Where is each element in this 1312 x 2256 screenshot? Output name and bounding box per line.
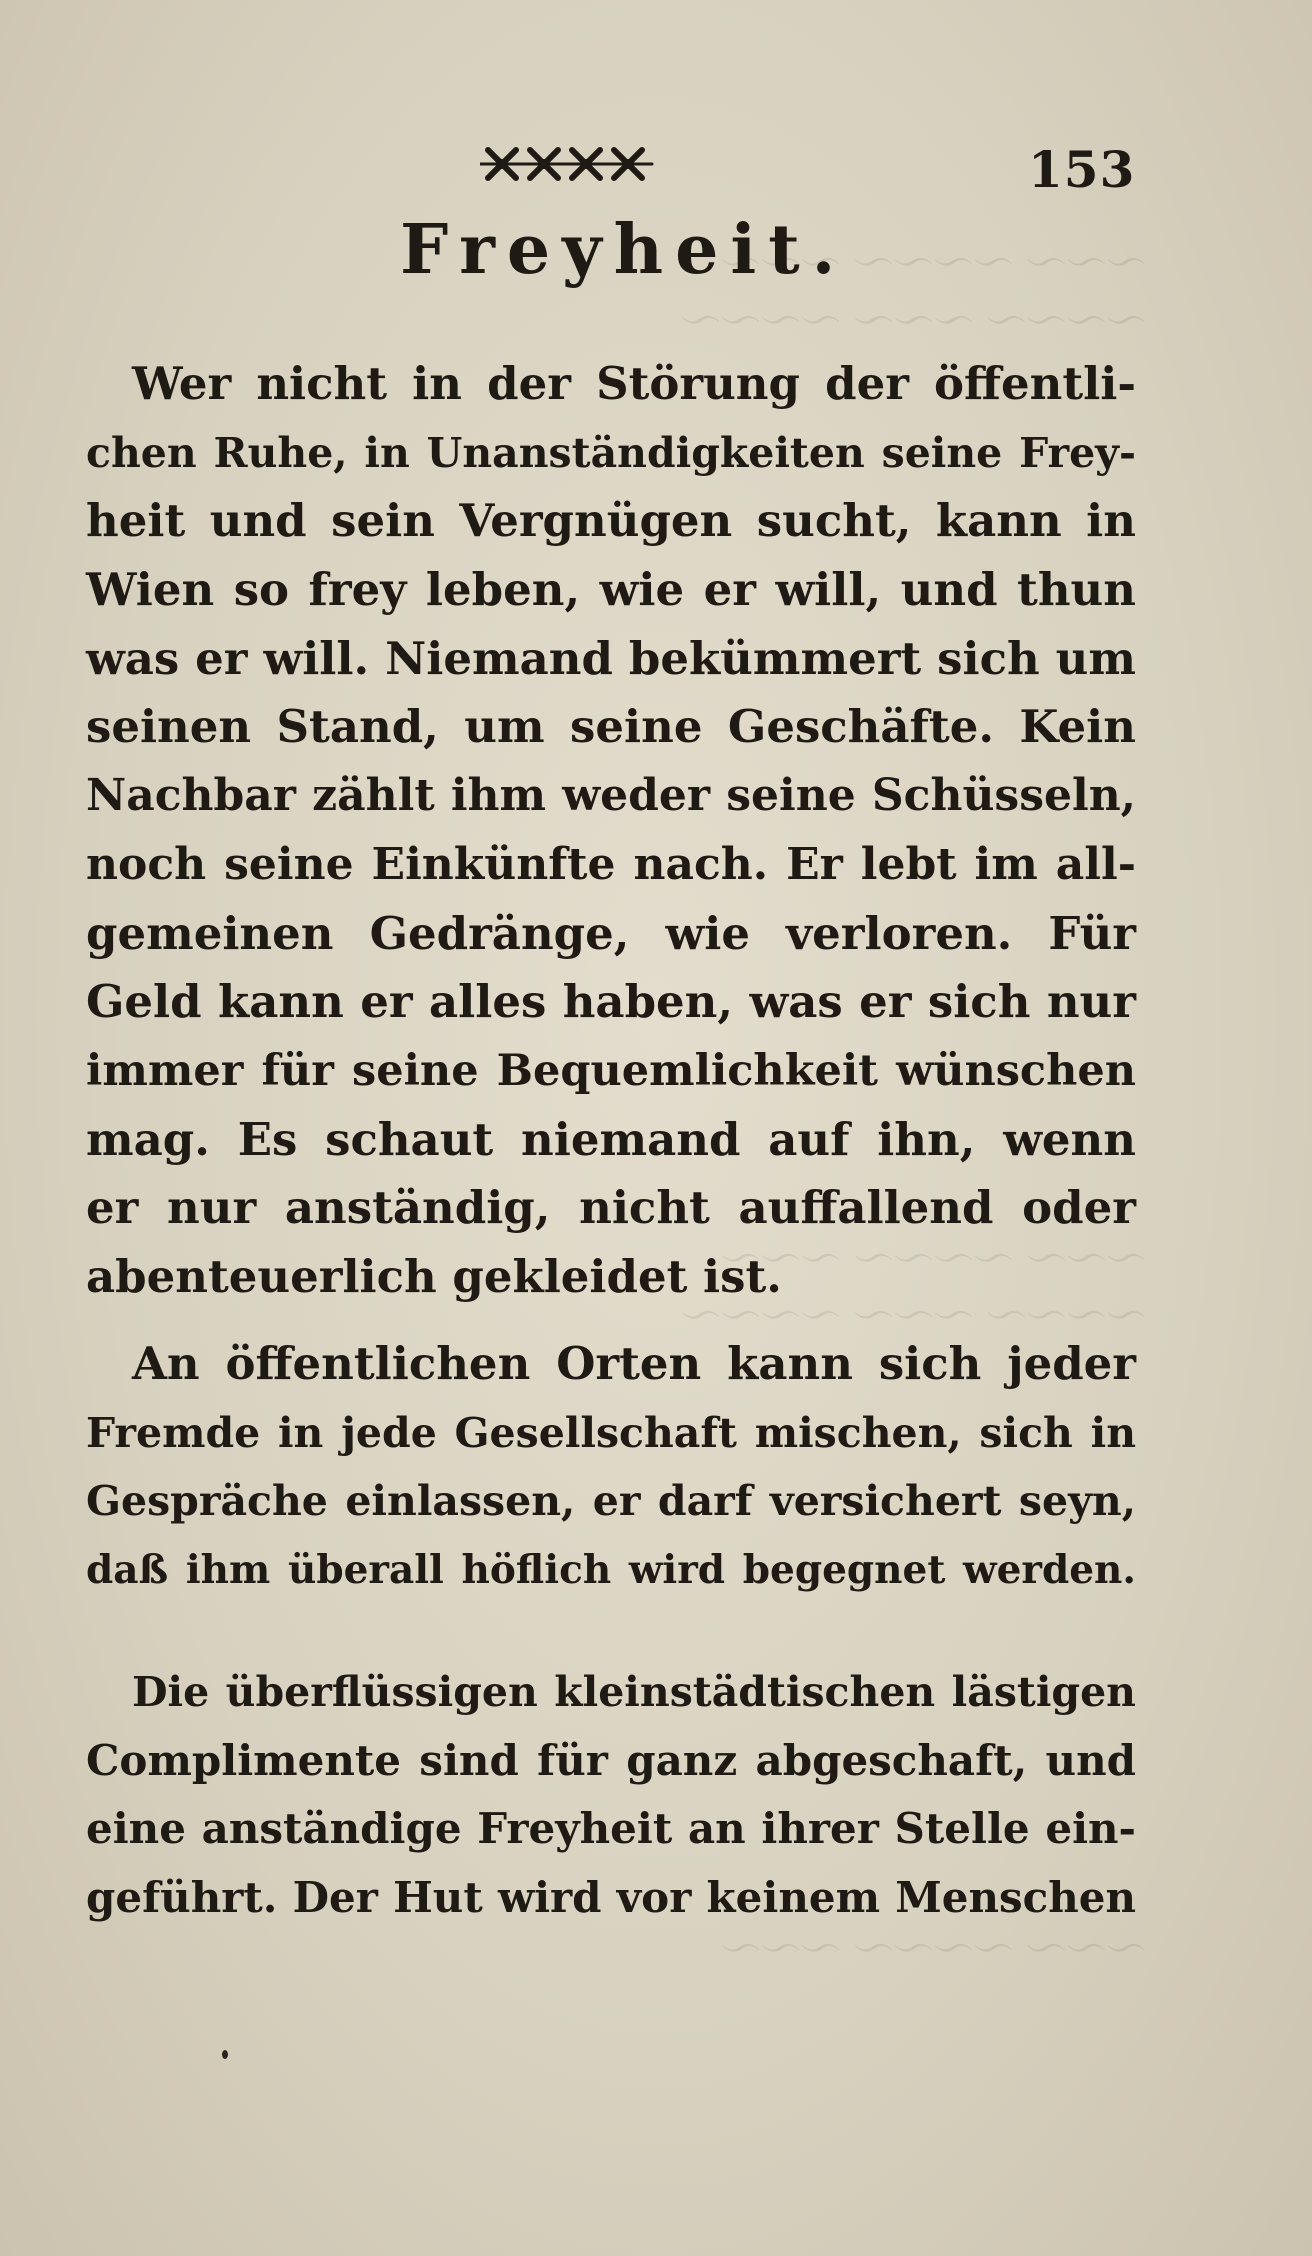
text-line: heit und sein Vergnügen sucht, kann in — [86, 494, 1136, 548]
page-title: Freyheit. — [400, 210, 848, 290]
bleed-through: ～～～ ～～～～ ～～～ — [724, 1237, 1150, 1283]
text-line: gemeinen Gedränge, wie verloren. Für — [86, 906, 1136, 960]
text-line: was er will. Niemand bekümmert sich um — [86, 631, 1136, 685]
page-number: 153 — [1028, 140, 1136, 199]
text-line: Gespräche einlassen, er darf versichert seyn, — [86, 1477, 1136, 1526]
text-line: An öffentlichen Orten kann sich jeder — [132, 1337, 1136, 1390]
text-line: abenteuerlich gekleidet ist. — [86, 1249, 782, 1303]
text-line: seinen Stand, um seine Geschäfte. Kein — [86, 700, 1136, 754]
text-line: Geld kann er alles haben, was er sich nur — [86, 975, 1136, 1029]
text-line: Wien so frey leben, wie er will, und thun — [86, 563, 1136, 617]
text-line: er nur anständig, nicht auffallend oder — [86, 1181, 1136, 1235]
text-line: Wer nicht in der Störung der öffentli- — [132, 357, 1136, 410]
text-line: noch seine Einkünfte nach. Er lebt im all- — [86, 838, 1136, 890]
paragraph-1 — [86, 350, 1136, 1312]
text-line: geführt. Der Hut wird vor keinem Menschen — [86, 1873, 1136, 1923]
cross-ornament-icon — [480, 142, 660, 186]
bleed-through: ～～～ ～～～～ ～～～ — [724, 1927, 1150, 1973]
text-line: Fremde in jede Gesellschaft mischen, sich in — [86, 1408, 1136, 1457]
text-line: mag. Es schaut niemand auf ihn, wenn — [86, 1112, 1136, 1166]
text-line: chen Ruhe, in Unanständigkeiten seine Frey- — [86, 428, 1136, 477]
text-line: immer für seine Bequemlichkeit wünschen — [86, 1045, 1136, 1096]
bleed-through: ～～～～ ～～～ ～～～～ — [684, 1294, 1150, 1340]
text-line: eine anständige Freyheit an ihrer Stelle ein- — [86, 1804, 1136, 1854]
text-line: Complimente sind für ganz abgeschaft, und — [86, 1735, 1136, 1785]
text-line: Nachbar zählt ihm weder seine Schüsseln, — [86, 770, 1136, 822]
ink-speck — [222, 2050, 228, 2059]
paragraph-3 — [86, 1658, 1136, 1933]
paragraph-2 — [86, 1330, 1136, 1605]
text-line: Die überflüssigen kleinstädtischen lästigen — [132, 1668, 1136, 1716]
bleed-through: ～～～～ ～～～ ～～～～ — [684, 299, 1150, 345]
bleed-through: ～～～ ～～～～ ～～～ — [724, 241, 1150, 287]
text-line: daß ihm überall höflich wird begegnet werden. — [86, 1547, 1136, 1594]
